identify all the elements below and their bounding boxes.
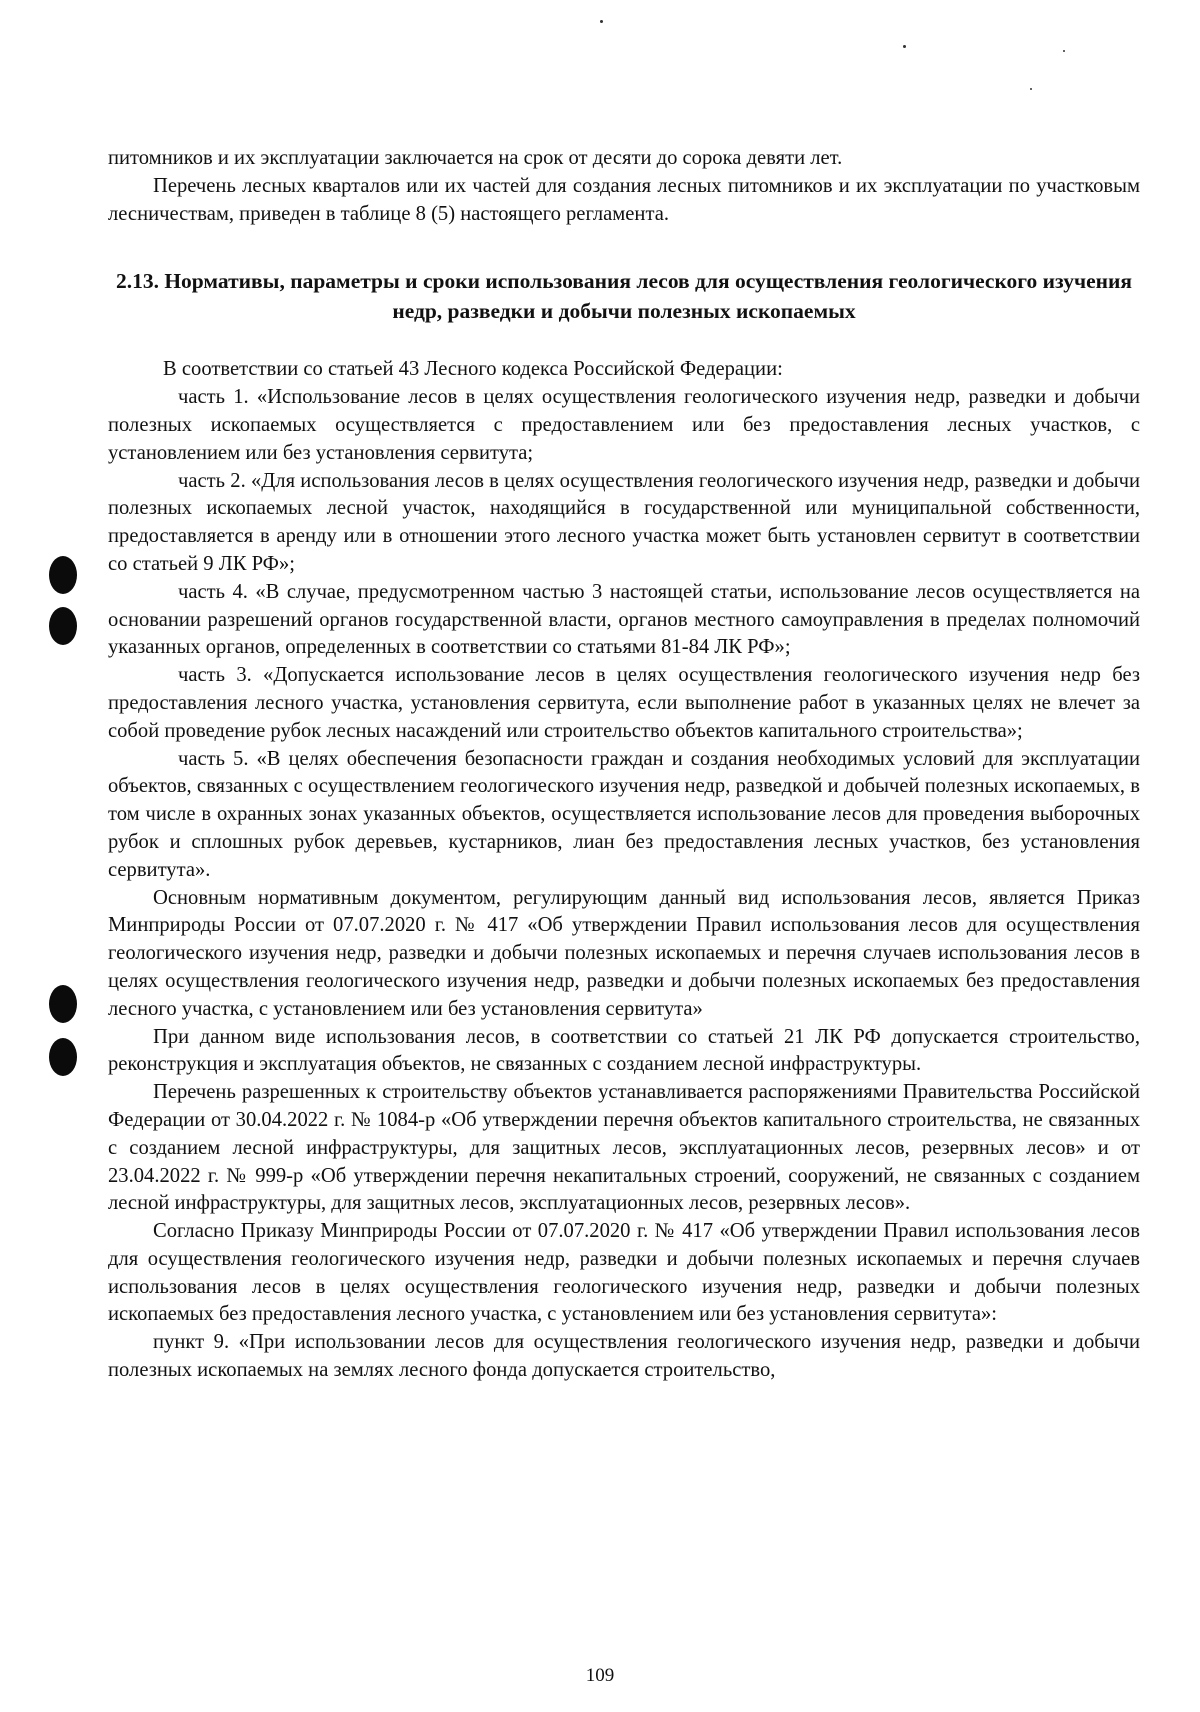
text-paragraph: В соответствии со статьей 43 Лесного кодекса Российской Федерации: <box>163 358 783 381</box>
text-paragraph: часть 2. «Для использования лесов в целях осуществления геологического изучения недр, разведки и добычи полезных ископаемых лесной участок, находящийся в государственной или муниципальной собственности, предоставляется в аренду или в отношении этого лесного участка может быть установлен сервитут в соответствии со статьей 9 ЛК РФ»; <box>108 469 1140 575</box>
text-paragraph: питомников и их эксплуатации заключается на срок от десяти до сорока девяти лет. <box>108 147 843 169</box>
punch-hole-mark <box>49 985 77 1023</box>
text-paragraph: При данном виде использования лесов, в соответствии со статьей 21 ЛК РФ допускается строительство, реконструкция и эксплуатация объектов, не связанных с созданием лесной инфраструктуры. <box>108 1025 1140 1076</box>
scan-speck <box>1030 88 1032 90</box>
text-paragraph: пункт 9. «При использовании лесов для осуществления геологического изучения недр, разведки и добычи полезных ископаемых на землях лесного фонда допускается строительство, <box>108 1331 1140 1382</box>
text-paragraph: часть 3. «Допускается использование лесов в целях осуществления геологического изучения недр без предоставления лесного участка, установления сервитута, если выполнение работ в указанных целях не влечет за собой проведение рубок лесных насаждений или строительство объектов капитального строительства»; <box>108 664 1140 742</box>
punch-hole-mark <box>49 556 77 594</box>
scan-speck <box>600 20 603 23</box>
document-body <box>108 145 1140 1385</box>
section-heading: 2.13. Нормативы, параметры и сроки использования лесов для осуществления геологического изучения недр, разведки и добычи полезных ископаемых <box>115 269 1133 324</box>
page-number: 109 <box>585 1665 615 1686</box>
punch-hole-mark <box>49 1038 77 1076</box>
text-paragraph: Согласно Приказу Минприроды России от 07.07.2020 г. № 417 «Об утверждении Правил использования лесов для осуществления геологического изучения недр, разведки и добычи полезных ископаемых и перечня случаев использования лесов в целях осуществления геологического изучения недр, разведки и добычи полезных ископаемых без предоставления лесного участка, с установлением или без установления сервитута»: <box>108 1220 1140 1326</box>
text-paragraph: Перечень разрешенных к строительству объектов устанавливается распоряжениями Правительства Российской Федерации от 30.04.2022 г. № 1084-р «Об утверждении перечня объектов капитального строительства, не связанных с созданием лесной инфраструктуры, для защитных лесов, эксплуатационных лесов, резервных лесов» и от 23.04.2022 г. № 999-р «Об утверждении перечня некапитальных строений, сооружений, не связанных с созданием лесной инфраструктуры, для защитных лесов, эксплуатационных лесов, резервных лесов». <box>108 1081 1140 1215</box>
text-paragraph: Перечень лесных кварталов или их частей для создания лесных питомников и их эксплуатации по участковым лесничествам, приведен в таблице 8 (5) настоящего регламента. <box>108 174 1140 225</box>
text-paragraph: часть 4. «В случае, предусмотренном частью 3 настоящей статьи, использование лесов осуществляется на основании разрешений органов государственной власти, органов местного самоуправления в пределах полномочий указанных органов, определенных в соответствии со статьями 81-84 ЛК РФ»; <box>108 580 1140 659</box>
punch-hole-mark <box>49 607 77 645</box>
text-paragraph: часть 1. «Использование лесов в целях осуществления геологического изучения недр, разведки и добычи полезных ископаемых осуществляется с предоставлением или без предоставления лесных участков, с установлением или без установления сервитута; <box>108 386 1140 464</box>
scan-speck <box>1063 50 1065 52</box>
text-paragraph: Основным нормативным документом, регулирующим данный вид использования лесов, является Приказ Минприроды России от 07.07.2020 г. № 417 «Об утверждении Правил использования лесов для осуществления геологического изучения недр, разведки и добычи полезных ископаемых и перечня случаев использования лесов в целях осуществления геологического изучения недр, разведки и добычи полезных ископаемых без предоставления лесного участка, с установлением или без установления сервитута» <box>108 886 1140 1020</box>
scan-speck <box>903 45 906 48</box>
text-paragraph: часть 5. «В целях обеспечения безопасности граждан и создания необходимых условий для эксплуатации объектов, связанных с осуществлением геологического изучения недр, разведкой и добычей полезных ископаемых, в том числе в охранных зонах указанных объектов, осуществляется использование лесов для проведения выборочных рубок и сплошных рубок деревьев, кустарников, лиан без предоставления лесных участков, без установления сервитута». <box>108 747 1140 881</box>
